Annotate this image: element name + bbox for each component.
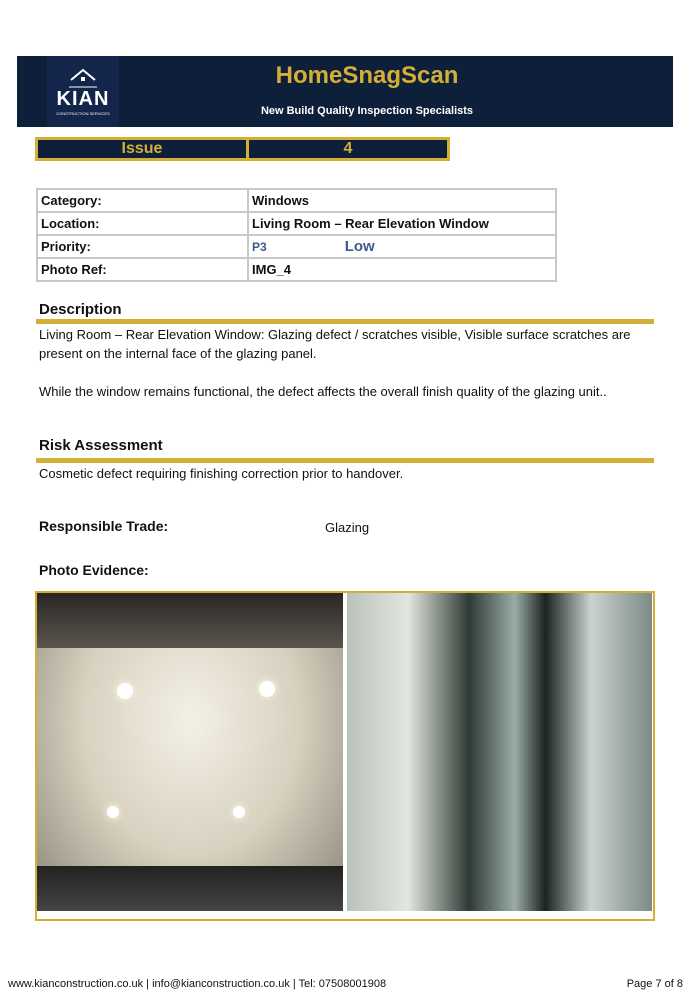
company-logo (47, 56, 119, 127)
priority-label: Priority: (37, 235, 248, 258)
logo-text: KIAN (56, 88, 110, 110)
details-table (36, 188, 557, 282)
location-value: Living Room – Rear Elevation Window (248, 212, 556, 235)
trade-label: Responsible Trade: (39, 518, 169, 534)
house-icon (69, 68, 97, 88)
photo-scratches[interactable] (347, 593, 652, 911)
description-heading: Description (39, 301, 122, 318)
table-row (37, 189, 556, 212)
table-row (37, 258, 556, 281)
risk-text: Cosmetic defect requiring finishing correction prior to handover. (39, 466, 404, 481)
divider (36, 458, 654, 463)
description-p1: Living Room – Rear Elevation Window: Glazing defect / scratches visible, Visible surface scratches are present on the internal face of the glazing panel. (39, 327, 631, 361)
table-row (37, 235, 556, 258)
category-label: Category: (37, 189, 248, 212)
app-title: HomeSnagScan (275, 62, 459, 89)
table-row (37, 212, 556, 235)
priority-level: Low (344, 238, 375, 255)
divider (36, 319, 654, 324)
tagline: New Build Quality Inspection Specialists (260, 105, 474, 117)
location-label: Location: (37, 212, 248, 235)
photo-ceiling[interactable] (37, 593, 343, 911)
priority-code: P3 (252, 240, 267, 254)
photo-heading: Photo Evidence: (39, 562, 149, 578)
footer-contact: www.kianconstruction.co.uk | info@kianconstruction.co.uk | Tel: 07508001908 (8, 978, 387, 990)
description-p2: While the window remains functional, the defect affects the overall finish quality of the glazing unit.. (39, 384, 607, 399)
logo-subtext: CONSTRUCTION SERVICES (56, 111, 110, 116)
category-value: Windows (248, 189, 556, 212)
trade-value: Glazing (325, 520, 370, 535)
photo-ref-value: IMG_4 (248, 258, 556, 281)
issue-number: 4 (343, 140, 353, 157)
risk-heading: Risk Assessment (39, 437, 163, 454)
issue-bar (35, 137, 450, 161)
header-banner (17, 56, 673, 127)
photo-evidence (35, 591, 655, 921)
page-number: Page 7 of 8 (626, 978, 683, 990)
issue-label: Issue (38, 140, 249, 158)
priority-value (248, 235, 556, 258)
photo-ref-label: Photo Ref: (37, 258, 248, 281)
